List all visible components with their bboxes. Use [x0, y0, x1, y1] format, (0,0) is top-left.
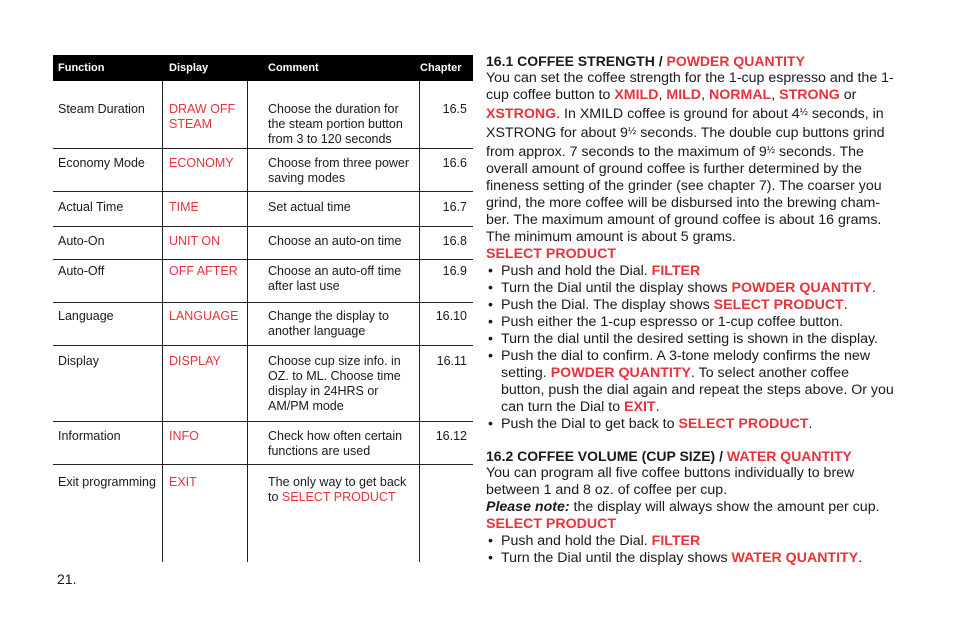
comment-cell — [268, 475, 418, 505]
function-cell: Auto-On — [58, 234, 105, 248]
list-item: • Push the Dial. The display shows SELECT PRODUCT. — [486, 297, 896, 314]
select-product-label: SELECT PRODUCT — [486, 516, 617, 532]
comment-cell: Change the display to another language — [268, 309, 389, 338]
chapter-cell: 16.9 — [442, 264, 467, 278]
function-cell: Display — [58, 354, 99, 368]
function-cell: Language — [58, 309, 114, 323]
list-item: • Push either the 1-cup espresso or 1-cup coffee button. — [486, 314, 896, 331]
row-divider — [53, 148, 473, 149]
row-divider — [53, 226, 473, 227]
function-cell: Economy Mode — [58, 156, 145, 170]
display-cell: INFO — [169, 429, 199, 443]
chapter-cell: 16.10 — [435, 309, 467, 323]
programming-table — [53, 55, 473, 562]
function-cell: Information — [58, 429, 121, 443]
display-cell: DRAW OFF STEAM — [169, 102, 236, 131]
display-cell: UNIT ON — [169, 234, 221, 248]
header-display: Display — [169, 62, 209, 74]
comment-cell: Choose an auto-on time — [268, 234, 402, 248]
note: Please note: the display will always show the amount per cup. — [486, 499, 880, 515]
row-divider — [53, 345, 473, 346]
list-item: • Push and hold the Dial. FILTER — [486, 533, 896, 550]
display-cell: ECONOMY — [169, 156, 234, 170]
list-item: • Push and hold the Dial. FILTER — [486, 263, 896, 280]
display-cell: DISPLAY — [169, 354, 221, 368]
row-divider — [53, 464, 473, 465]
comment-cell: Choose the duration for the steam portion button from 3 to 120 seconds — [268, 102, 403, 146]
section-16-1-body: You can set the coffee strength for the 1-cup espresso and the 1-cup coffee button to XMILD, MILD, NORMAL, STRONG or XSTRONG. In XMILD coffee is ground for about $4^{\frac{1}{2}}$ seconds, in XSTRONG for about $9^{\frac{1}{2}}$ seconds. The double cup buttons grind from approx. 7 seconds to the maximum of $9^{\frac{1}{2}}$ seconds. The overall amount of ground coffee is further determined by the fineness setting of the grinder (see chapter 7). The coarser you grind, the more coffee will be disbursed into the brewing cham-ber. The maximum amount of ground coffee is about 16 grams. The minimum amount is about 5 grams. — [486, 70, 894, 245]
section-16-1-steps — [486, 263, 896, 433]
comment-highlight: SELECT PRODUCT — [281, 490, 396, 504]
comment-cell: Choose cup size info. in OZ. to ML. Choose time display in 24HRS or AM/PM mode — [268, 354, 401, 413]
display-cell: OFF AFTER — [169, 264, 238, 278]
chapter-cell: 16.7 — [442, 200, 467, 214]
section-16-1-heading: 16.1 COFFEE STRENGTH / POWDER QUANTITY — [486, 53, 805, 69]
function-cell: Exit programming — [58, 475, 156, 489]
row-divider — [53, 302, 473, 303]
chapter-cell: 16.6 — [442, 156, 467, 170]
comment-cell: Set actual time — [268, 200, 351, 214]
display-cell: TIME — [169, 200, 199, 214]
comment-cell: Choose an auto-off time after last use — [268, 264, 402, 293]
display-cell: LANGUAGE — [169, 309, 239, 323]
chapter-cell: 16.12 — [435, 429, 467, 443]
chapter-cell: 16.5 — [442, 102, 467, 116]
select-product-label: SELECT PRODUCT — [486, 246, 617, 262]
section-16-2-body: You can program all five coffee buttons individually to brew between 1 and 8 oz. of coffee per cup. — [486, 465, 855, 498]
list-item: • Turn the dial until the desired setting is shown in the display. — [486, 331, 896, 348]
row-divider — [53, 259, 473, 260]
list-item: • Turn the Dial until the display shows WATER QUANTITY. — [486, 550, 896, 567]
header-chapter: Chapter — [420, 62, 462, 74]
function-cell: Steam Duration — [58, 102, 145, 116]
comment-cell: Choose from three power saving modes — [268, 156, 410, 185]
row-divider — [53, 191, 473, 192]
row-divider — [53, 421, 473, 422]
list-item: • Turn the Dial until the display shows POWDER QUANTITY. — [486, 280, 896, 297]
comment-cell: Check how often certain functions are used — [268, 429, 403, 458]
chapter-cell: 16.11 — [436, 354, 467, 368]
list-item: • Push the dial to confirm. A 3-tone melody confirms the new setting. POWDER QUANTITY. To select another coffee button, push the dial again and repeat the steps above. Or you can turn the Dial to EXIT. — [486, 348, 896, 416]
header-comment: Comment — [268, 62, 319, 74]
function-cell: Actual Time — [58, 200, 124, 214]
comment-text: The only way to get back to — [268, 475, 407, 504]
function-cell: Auto-Off — [58, 264, 105, 278]
section-16-2-heading: 16.2 COFFEE VOLUME (CUP SIZE) / WATER QUANTITY — [486, 448, 852, 464]
display-cell: EXIT — [169, 475, 197, 489]
section-16-2-steps — [486, 533, 896, 567]
list-item: • Push the Dial to get back to SELECT PRODUCT. — [486, 416, 896, 433]
header-function: Function — [58, 62, 105, 74]
chapter-cell: 16.8 — [442, 234, 467, 248]
table-header — [53, 55, 473, 81]
page-number: 21. — [57, 571, 77, 587]
instructions-column — [486, 53, 896, 567]
